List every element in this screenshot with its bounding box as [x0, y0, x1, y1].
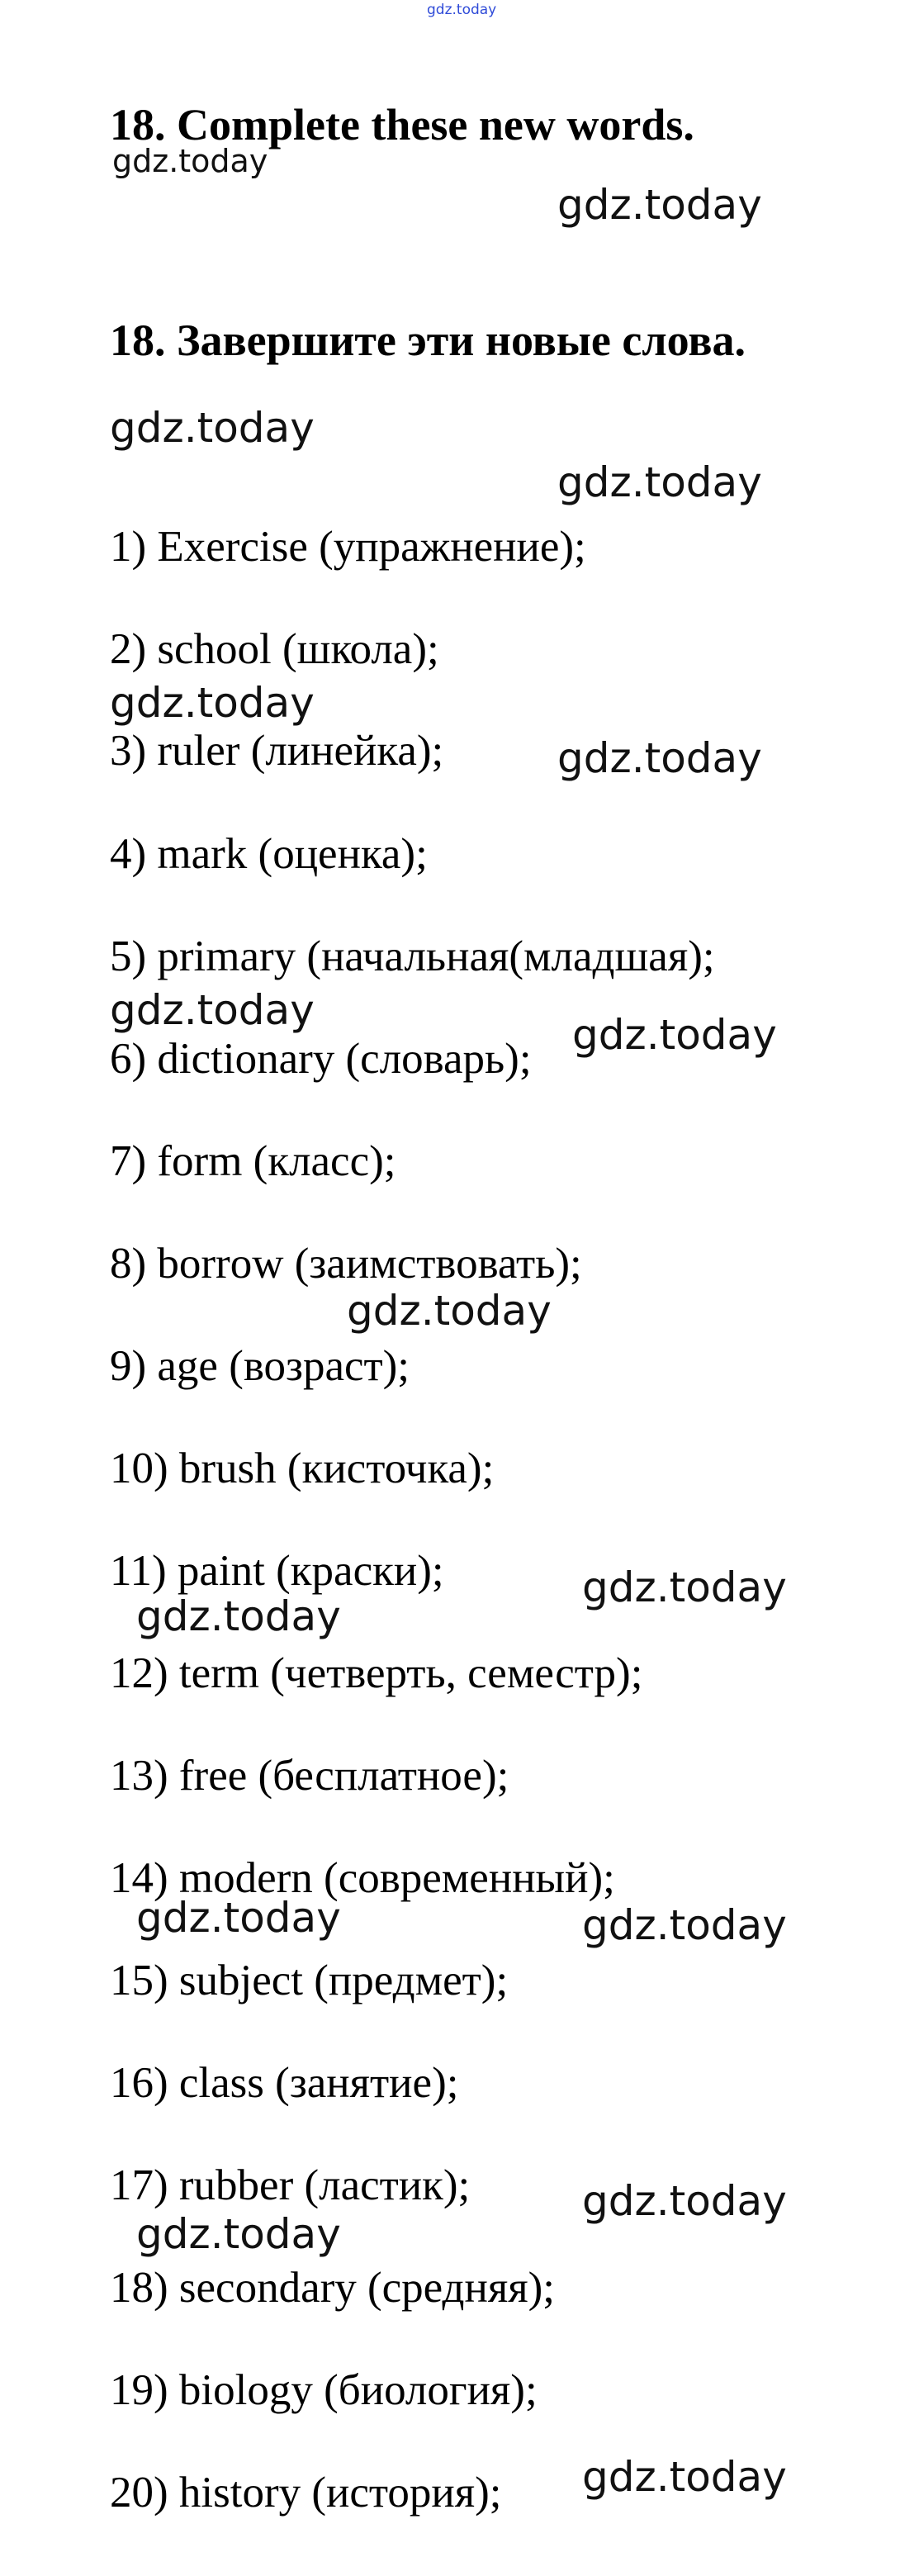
list-item: 2) school (школа); — [110, 625, 439, 673]
list-item: 14) modern (современный); — [110, 1854, 615, 1902]
watermark: gdz.today — [557, 734, 762, 782]
list-item: 13) free (бесплатное); — [110, 1752, 509, 1800]
list-item: 8) borrow (заимствовать); — [110, 1240, 582, 1288]
heading-english: 18. Complete these new words. — [110, 100, 694, 149]
watermark: gdz.today — [110, 404, 315, 452]
list-item: 9) age (возраст); — [110, 1342, 410, 1390]
list-item: 16) class (занятие); — [110, 2059, 459, 2107]
top-watermark: gdz.today — [427, 2, 497, 18]
list-item: 15) subject (предмет); — [110, 1957, 509, 2004]
watermark: gdz.today — [136, 2210, 341, 2258]
list-item: 19) biology (биология); — [110, 2366, 538, 2414]
list-item: 18) secondary (средняя); — [110, 2264, 555, 2312]
list-item: 7) form (класс); — [110, 1137, 396, 1185]
watermark: gdz.today — [582, 2177, 787, 2225]
watermark: gdz.today — [347, 1287, 552, 1335]
list-item: 20) history (история); — [110, 2469, 502, 2517]
list-item: 17) rubber (ластик); — [110, 2161, 471, 2209]
watermark: gdz.today — [136, 1894, 341, 1942]
watermark: gdz.today — [557, 458, 762, 506]
heading-russian: 18. Завершите эти новые слова. — [110, 315, 746, 365]
watermark: gdz.today — [110, 679, 315, 727]
list-item: 10) brush (кисточка); — [110, 1445, 495, 1492]
watermark: gdz.today — [136, 1592, 341, 1640]
list-item: 11) paint (краски); — [110, 1547, 444, 1595]
watermark: gdz.today — [110, 986, 315, 1034]
list-item: 12) term (четверть, семестр); — [110, 1649, 643, 1697]
watermark: gdz.today — [582, 1901, 787, 1949]
list-item: 6) dictionary (словарь); — [110, 1035, 532, 1083]
watermark: gdz.today — [557, 181, 762, 229]
list-item: 5) primary (начальная(младшая); — [110, 932, 715, 980]
list-item: 3) ruler (линейка); — [110, 727, 444, 775]
list-item: 4) mark (оценка); — [110, 830, 428, 878]
watermark: gdz.today — [572, 1011, 777, 1059]
watermark: gdz.today — [582, 1563, 787, 1611]
watermark: gdz.today — [112, 143, 268, 179]
watermark: gdz.today — [582, 2453, 787, 2501]
list-item: 1) Exercise (упражнение); — [110, 523, 586, 571]
